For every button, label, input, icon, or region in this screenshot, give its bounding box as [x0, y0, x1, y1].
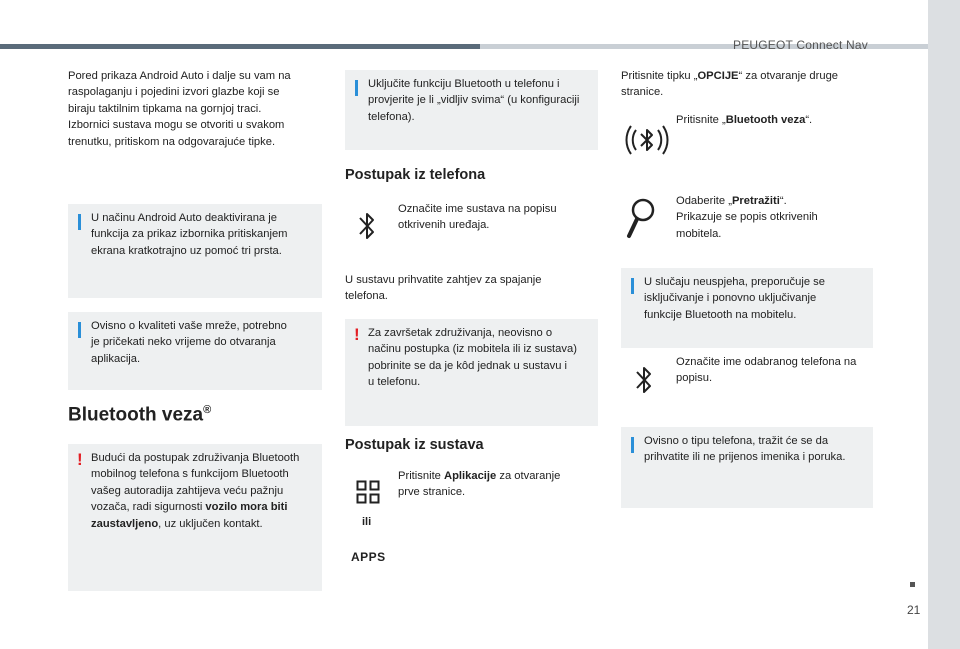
note-text: Ovisno o kvaliteti vaše mreže, potrebno je pričekati neko vrijeme do otvaranja aplikacija. [91, 320, 287, 365]
accept-request-text: U sustavu prihvatite zahtjev za spajanje telefona. [345, 274, 542, 303]
note-text: Uključite funkciju Bluetooth u telefonu i provjerite je li „vidljiv svima“ (u konfiguraciji telefona). [368, 78, 580, 123]
info-note-failure [621, 268, 873, 348]
continue-marker [910, 582, 915, 587]
note-text: Ovisno o tipu telefona, tražit će se da prihvatite ili ne prijenos imenika i poruka. [644, 435, 846, 464]
side-strip [928, 0, 960, 649]
apps-button-label: APPS [351, 550, 386, 564]
intro-paragraph: Pored prikaza Android Auto i dalje su vam na raspolaganju i pojedini izvori glazbe koji se biraju taktilnim tipkama na gornjoj traci. Izbornici sustava mogu se otvoriti u svakom trenutku, pritiskom na odgovarajuće tipke. [68, 70, 291, 148]
info-note-android-auto [68, 204, 322, 298]
note-text: U slučaju neuspjeha, preporučuje se isključivanje i ponovno uključivanje funkcije Bluetooth na mobitelu. [644, 276, 825, 321]
bluetooth-icon [633, 362, 655, 398]
search-step-text: Odaberite „Pretražiti“. Prikazuje se popis otkrivenih mobitela. [676, 195, 818, 240]
note-text: U načinu Android Auto deaktivirana je funkcija za prikaz izbornika pritiskanjem ekrana kratkotrajno uz pomoć tri prsta. [91, 212, 288, 257]
info-marker-icon [78, 214, 81, 230]
phone-step-text: Označite ime sustava na popisu otkrivenih uređaja. [398, 203, 557, 232]
or-label: ili [362, 516, 372, 528]
warning-text: Budući da postupak združivanja Bluetooth mobilnog telefona s funkcijom Bluetooth vašeg autoradija zahtijeva veću pažnju vozača, radi sigurnosti vozilo mora biti zaustavljeno, uz uključen kontakt. [91, 452, 300, 530]
section-title-bluetooth: Bluetooth veza® [68, 404, 212, 426]
warning-text: Za završetak združivanja, neovisno o načinu postupka (iz mobitela ili iz sustava) pobrinite se da je kôd jednak u sustavu i u telefonu. [368, 327, 577, 389]
warning-note-bluetooth [68, 444, 322, 591]
bluetooth-connection-step: Pritisnite „Bluetooth veza“. [676, 114, 813, 126]
select-phone-step: Označite ime odabranog telefona na popisu. [676, 356, 857, 385]
warning-icon: ! [77, 450, 83, 469]
manual-title: PEUGEOT Connect Nav [733, 38, 868, 52]
info-marker-icon [631, 278, 634, 294]
apps-grid-icon [356, 480, 380, 504]
options-step-text: Pritisnite tipku „OPCIJE“ za otvaranje druge stranice. [621, 70, 839, 99]
section-title-system: Postupak iz sustava [345, 437, 484, 453]
info-marker-icon [631, 437, 634, 453]
bluetooth-icon [356, 208, 378, 244]
search-icon [626, 198, 656, 240]
apps-step-text: Pritisnite Aplikacije za otvaranje prve stranice. [398, 470, 561, 499]
bluetooth-connection-icon [625, 118, 669, 162]
page-number: 21 [907, 603, 921, 617]
warning-icon: ! [354, 325, 360, 344]
info-marker-icon [355, 80, 358, 96]
info-note-enable-bluetooth [345, 70, 598, 150]
info-marker-icon [78, 322, 81, 338]
info-note-phone-type [621, 427, 873, 508]
warning-note-code [345, 319, 598, 426]
info-note-network [68, 312, 322, 390]
header-rule-dark [0, 44, 480, 49]
section-title-phone: Postupak iz telefona [345, 167, 486, 183]
